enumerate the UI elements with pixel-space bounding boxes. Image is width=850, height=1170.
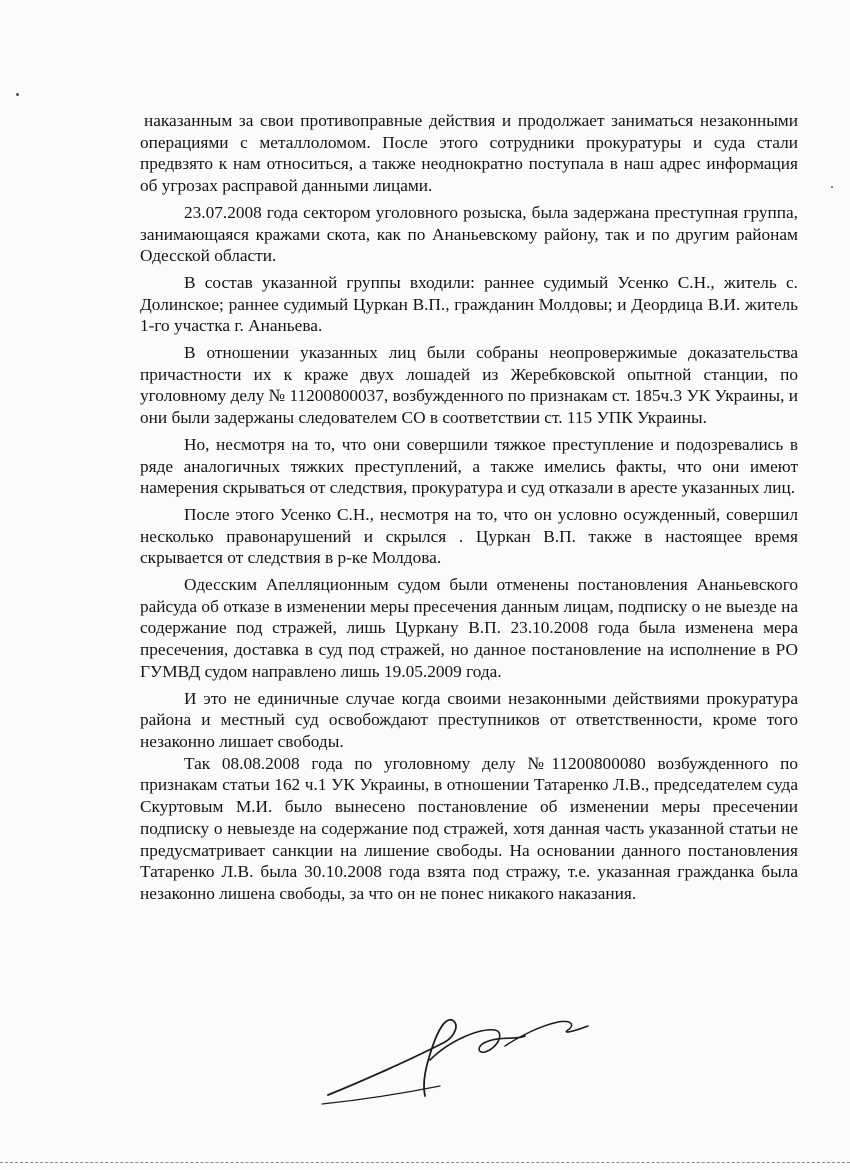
paragraph-8: И это не единичные случае когда своими незаконными действиями прокуратура района и местный суд освобождают преступников от ответственности, кроме того незаконно лишает свободы.	[140, 688, 798, 751]
scan-edge-line	[0, 1162, 850, 1164]
paragraph-9: Так 08.08.2008 года по уголовному делу №11200800080 возбужденного по признакам статьи 162 ч.1 УК Украины, в отношении Татаренко Л.В., председателем суда Скуртовым М.И. было вынесено постановление об изменении меры пресечении подписку о невыезде на содержание под стражей, хотя данная часть указанной статьи не предусматривает санкции на лишение свободы. На основании данного постановления Татаренко Л.В. была 30.10.2008 года взята под стражу, т.е. указанная гражданка была незаконно лишена свободы, за что он не понес никакого наказания.	[140, 753, 798, 903]
document-body	[140, 110, 798, 905]
scan-speck	[831, 186, 833, 188]
paragraph-5: Но, несмотря на то, что они совершили тяжкое преступление и подозревались в ряде аналогичных тяжких преступлений, а также имелись факты, что они имеют намерения скрываться от следствия, прокуратура и суд отказали в аресте указанных лиц.	[140, 434, 798, 498]
paragraph-7: Одесским Апелляционным судом были отменены постановления Ананьевского райсуда об отказе в изменении меры пресечения данным лицам, подписку о не выезде на содержание под стражей, лишь Цуркану В.П. 23.10.2008 года была изменена мера пресечения, доставка в суд под стражей, но данное постановление на исполнение в РО ГУМВД судом направлено лишь 19.05.2009 года.	[140, 575, 798, 681]
paragraph-4: В отношении указанных лиц были собраны неопровержимые доказательства причастности их к краже двух лошадей из Жеребковской опытной станции, по уголовному делу № 11200800037, возбужденного по признакам ст. 185ч.3 УК Украины, и они были задержаны следователем СО в соответствии ст. 115 УПК Украины.	[140, 343, 798, 428]
paragraph-1: наказанным за свои противоправные действия и продолжает заниматься незаконными операциями с металлоломом. После этого сотрудники прокуратуры и суда стали предвзято к нам относиться, а также неоднократно поступала в наш адрес информация об угрозах расправой данными лицами.	[140, 111, 798, 196]
paragraph-6: После этого Усенко С.Н., несмотря на то, что он условно осужденный, совершил несколько правонарушений и скрылся . Цуркан В.П. также в настоящее время скрывается от следствия в р-ке Молдова.	[140, 504, 798, 568]
paragraph-2: 23.07.2008 года сектором уголовного розыска, была задержана преступная группа, занимающаяся кражами скота, как по Ананьевскому району, так и по другим районам Одесской области.	[140, 202, 798, 266]
paragraph-3: В состав указанной группы входили: раннее судимый Усенко С.Н., житель с. Долинское; раннее судимый Цуркан В.П., гражданин Молдовы; и Деордица В.И. житель 1-го участка г. Ананьева.	[140, 272, 798, 336]
scan-speck	[16, 93, 19, 96]
signature	[320, 1000, 620, 1110]
